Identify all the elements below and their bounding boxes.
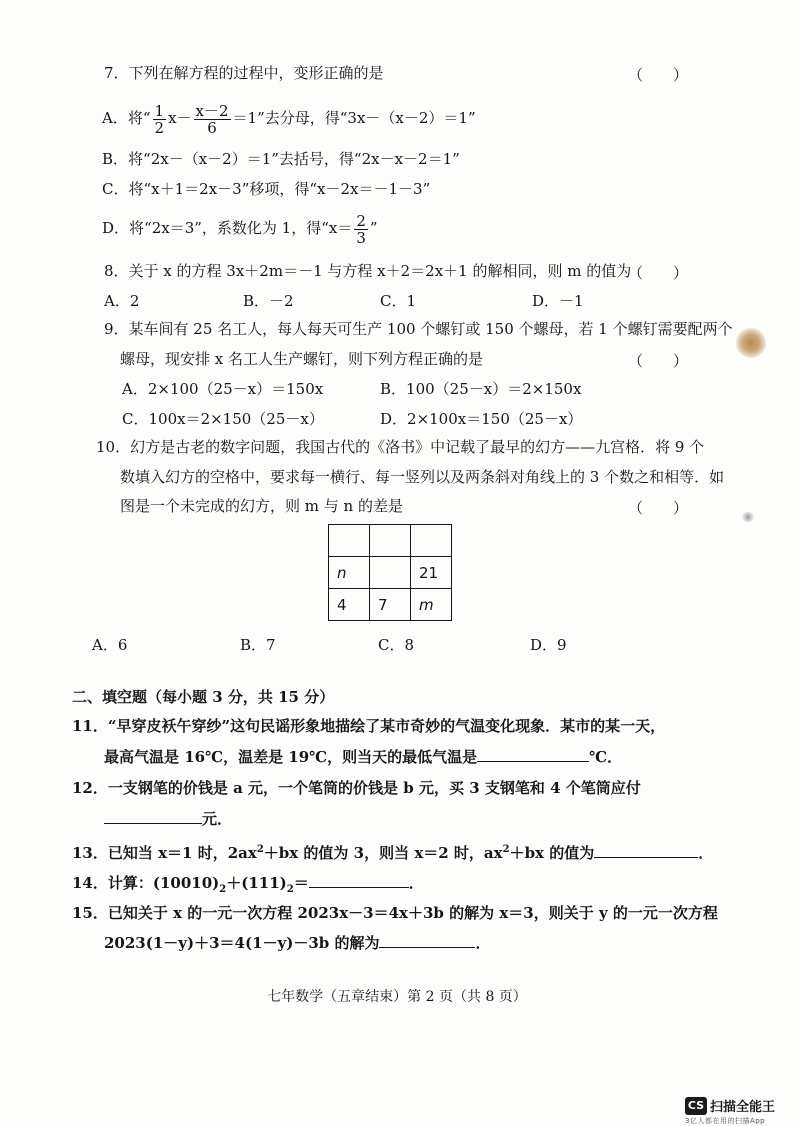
q10-stem-line1: 10．幻方是古老的数字问题，我国古代的《洛书》中记载了最早的幻方——九宫格．将 9 个: [96, 438, 705, 456]
q7-a-prefix: A．将“: [102, 109, 151, 127]
q8-answer-paren: （ ）: [628, 264, 689, 282]
q12-answer-blank[interactable]: [104, 808, 202, 824]
q7-a-suffix: ＝1”去分母，得“3x－（x－2）＝1”: [232, 109, 476, 127]
q9-answer-paren: （ ）: [628, 352, 689, 370]
q14-line: [72, 872, 424, 899]
q13-answer-blank[interactable]: [594, 842, 698, 858]
q15-line2: [104, 932, 490, 952]
fraction-x-minus-2-over-6: [194, 103, 231, 136]
q8-stem: 8．关于 x 的方程 3x＋2m＝－1 与方程 x＋2＝2x＋1 的解相同，则 m 的值为: [104, 262, 632, 280]
grid-row: [329, 525, 452, 557]
q7-stem: 7．下列在解方程的过程中，变形正确的是: [104, 64, 384, 82]
watermark-app-name: 扫描全能王: [710, 1100, 776, 1115]
q7-d-suffix: ”: [369, 219, 378, 237]
q8-option-b: B．－2: [243, 292, 294, 310]
fraction-denominator: 2: [154, 118, 165, 137]
q7-option-d: [102, 208, 378, 248]
q9-option-d: D．2×100x＝150（25－x）: [380, 410, 583, 428]
q14-equals: ＝: [293, 874, 309, 892]
q13-exponent: 2: [502, 844, 510, 855]
grid-cell: [329, 525, 370, 557]
q11-answer-blank[interactable]: [477, 746, 589, 762]
q12-line1: 12．一支钢笔的价钱是 a 元，一个笔筒的价钱是 b 元，买 3 支钢笔和 4 个笔筒应付: [72, 779, 641, 797]
q8-option-c: C．1: [380, 292, 417, 310]
fraction-numerator: x－2: [195, 101, 229, 120]
q12-line2: [104, 808, 232, 828]
scan-speck: [742, 512, 754, 522]
q9-option-a: A．2×100（25－x）＝150x: [122, 380, 324, 398]
q12-tail: 元．: [202, 810, 233, 828]
q14-tail: ．: [408, 874, 424, 892]
q10-stem-line2: 数填入幻方的空格中，要求每一横行、每一竖列以及两条斜对角线上的 3 个数之和相等．如: [120, 468, 725, 486]
grid-cell: 21: [411, 557, 452, 589]
q10-answer-paren: （ ）: [628, 499, 689, 517]
q9-stem-line2: 螺母，现安排 x 名工人生产螺钉，则下列方程正确的是: [120, 350, 483, 368]
q14-pre: 14．计算：(10010): [72, 874, 220, 892]
q7-answer-paren: （ ）: [628, 66, 689, 84]
q14-plus: ＋(111): [226, 874, 287, 892]
grid-row: [329, 557, 452, 589]
q13-line: [72, 841, 713, 862]
q15-answer-blank[interactable]: [379, 932, 475, 948]
grid-cell: [370, 557, 411, 589]
q9-option-c: C．100x＝2×150（25－x）: [122, 410, 324, 428]
page-footer: 七年数学（五章结束）第 2 页（共 8 页）: [267, 989, 527, 1005]
grid-cell: 4: [329, 589, 370, 621]
q13-post: ＋bx 的值为: [509, 844, 595, 862]
q7-option-c: C．将“x＋1＝2x－3”移项，得“x－2x＝－1－3”: [102, 180, 431, 198]
q9-option-b: B．100（25－x）＝2×150x: [380, 380, 582, 398]
q7-option-a: [102, 98, 476, 138]
q10-option-b: B．7: [240, 636, 276, 654]
watermark-tagline: 3亿人都在用的扫描App: [685, 1117, 766, 1125]
q15-line1: 15．已知关于 x 的一元一次方程 2023x－3＝4x＋3b 的解为 x＝3，则关于 y 的一元一次方程: [72, 904, 718, 922]
q13-mid: ＋bx 的值为 3，则当 x＝2 时，ax: [263, 844, 503, 862]
camscanner-logo-icon: CS: [685, 1097, 707, 1115]
fraction-two-thirds: [354, 213, 368, 246]
q11-line2-text: 最高气温是 16℃，温差是 19℃，则当天的最低气温是: [104, 748, 478, 766]
q14-answer-blank[interactable]: [309, 872, 409, 888]
q10-option-c: C．8: [378, 636, 415, 654]
grid-cell: 7: [370, 589, 411, 621]
grid-cell: [411, 525, 452, 557]
grid-cell: m: [411, 589, 452, 621]
q13-tail: ．: [698, 844, 714, 862]
q7-a-x: x－: [168, 109, 192, 127]
q7-d-prefix: D．将“2x＝3”，系数化为 1，得“x＝: [102, 219, 353, 237]
q15-line2-text: 2023(1－y)＋3＝4(1－y)－3b 的解为: [104, 934, 380, 952]
q15-tail: ．: [475, 934, 491, 952]
fraction-denominator: 6: [207, 118, 217, 137]
q10-option-d: D．9: [530, 636, 567, 654]
fraction-half: [153, 103, 167, 136]
q10-option-a: A．6: [92, 636, 128, 654]
q9-stem-line1: 9．某车间有 25 名工人，每人每天可生产 100 个螺钉或 150 个螺母，若 1 个螺钉需要配两个: [104, 320, 733, 338]
q11-line2: [104, 746, 622, 766]
grid-cell: [370, 525, 411, 557]
q14-base-subscript: 2: [219, 884, 227, 895]
q13-exponent: 2: [256, 844, 264, 855]
scan-stain: [736, 328, 766, 358]
section-title-fill-in: 二、填空题（每小题 3 分，共 15 分）: [72, 688, 335, 706]
q11-line1: 11．“早穿皮袄午穿纱”这句民谣形象地描绘了某市奇妙的气温变化现象．某市的某一天，: [72, 717, 666, 735]
fraction-numerator: 2: [356, 211, 366, 230]
grid-cell: n: [329, 557, 370, 589]
q13-pre: 13．已知当 x＝1 时，2ax: [72, 844, 257, 862]
q8-option-d: D．－1: [532, 292, 584, 310]
q11-tail: ℃．: [589, 748, 623, 766]
fraction-denominator: 3: [356, 228, 366, 247]
q14-base-subscript: 2: [286, 884, 294, 895]
q7-option-b: B．将“2x－（x－2）＝1”去括号，得“2x－x－2＝1”: [102, 150, 460, 168]
magic-square-grid: [328, 524, 452, 621]
scanner-watermark: [685, 1095, 776, 1125]
grid-row: [329, 589, 452, 621]
q8-option-a: A．2: [104, 292, 140, 310]
fraction-numerator: 1: [154, 101, 165, 120]
q10-stem-line3: 图是一个未完成的幻方，则 m 与 n 的差是: [120, 497, 403, 515]
